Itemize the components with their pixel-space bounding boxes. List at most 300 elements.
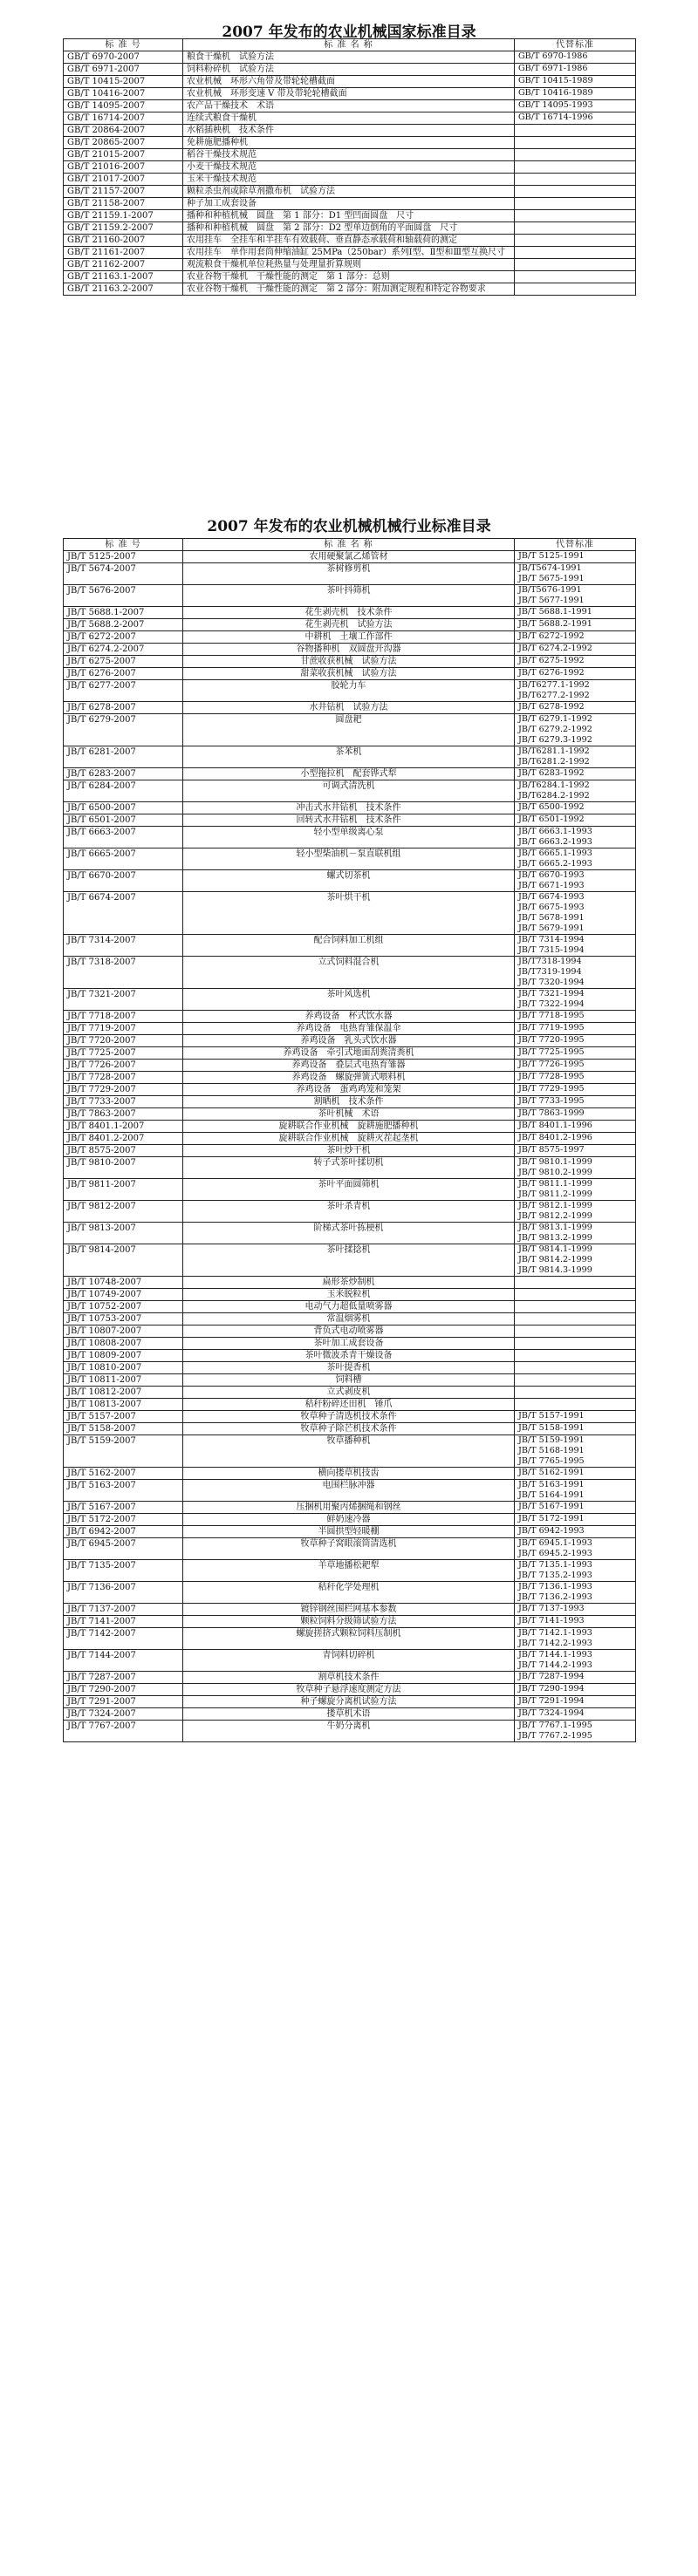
standard-name-cell: 螺旋搓挤式颗粒饲料压制机 — [183, 1628, 515, 1650]
standard-number-cell: JB/T 7318-2007 — [64, 957, 183, 989]
table-row — [64, 1084, 636, 1096]
table-row — [64, 585, 636, 607]
table-row — [64, 827, 636, 848]
standard-name-cell: 养鸡设备 牵引式地面刮粪清粪机 — [183, 1047, 515, 1060]
replaced-standard-entry: JB/T 5159-1991 — [518, 1435, 585, 1445]
replaced-standard-cell — [515, 76, 636, 88]
standard-name-cell: 水稻插秧机 技术条件 — [183, 125, 515, 137]
standard-name-cell: 螺式切茶机 — [183, 870, 515, 892]
standard-number-cell: JB/T 9814-2007 — [64, 1244, 183, 1277]
standard-number-cell: JB/T 5674-2007 — [64, 563, 183, 585]
header-replaced-standard: 代替标准 — [515, 539, 636, 551]
standard-number-cell: GB/T 6970-2007 — [64, 51, 183, 64]
header-standard-number: 标 准 号 — [64, 539, 183, 551]
replaced-standard-entry: JB/T 6272-1992 — [518, 631, 585, 641]
gb-standards-table — [63, 38, 636, 296]
standard-number-cell: JB/T 5172-2007 — [64, 1514, 183, 1526]
standard-name-cell: 轻小型单级离心泵 — [183, 827, 515, 848]
standard-number-cell: JB/T 6942-2007 — [64, 1526, 183, 1538]
standard-number-cell: JB/T 10749-2007 — [64, 1289, 183, 1301]
standard-name-cell: 水井钻机 试验方法 — [183, 702, 515, 714]
standard-number-cell: JB/T 9811-2007 — [64, 1179, 183, 1201]
replaced-standard-entry: JB/T 7321-1994 — [518, 989, 585, 998]
standard-number-cell: JB/T 6277-2007 — [64, 680, 183, 702]
replaced-standard-cell — [515, 198, 636, 210]
standard-number-cell: GB/T 20865-2007 — [64, 137, 183, 149]
table-row — [64, 656, 636, 668]
standard-number-cell: JB/T 7291-2007 — [64, 1696, 183, 1708]
table-row — [64, 1468, 636, 1480]
standard-name-cell: 茶叶风选机 — [183, 989, 515, 1011]
replaced-standard-entry: JB/T 7135.2-1993 — [518, 1571, 592, 1580]
replaced-standard-entry: GB/T 16714-1996 — [518, 112, 593, 122]
table-row — [64, 186, 636, 198]
replaced-standard-entry: JB/T 7142.1-1993 — [518, 1628, 592, 1638]
replaced-standard-cell — [515, 1096, 636, 1108]
replaced-standard-entry: JB/T 7144.1-1993 — [518, 1650, 592, 1659]
standard-number-cell: JB/T 5167-2007 — [64, 1502, 183, 1514]
replaced-standard-entry: JB/T 6945.1-1993 — [518, 1538, 592, 1548]
standard-name-cell: 玉米脱粒机 — [183, 1289, 515, 1301]
replaced-standard-entry: JB/T 6275-1992 — [518, 656, 585, 665]
table-row — [64, 1023, 636, 1035]
table-row — [64, 1096, 636, 1108]
standard-number-cell: JB/T 5688.2-2007 — [64, 619, 183, 631]
replaced-standard-entry: JB/T 7324-1994 — [518, 1708, 585, 1718]
table-row — [64, 1350, 636, 1362]
replaced-standard-entry: JB/T 9814.2-1999 — [518, 1255, 592, 1264]
replaced-standard-cell — [515, 1514, 636, 1526]
standard-name-cell: 茶叶烘干机 — [183, 892, 515, 935]
standard-name-cell: 羊草地播松耙犁 — [183, 1560, 515, 1582]
replaced-standard-entry: GB/T 10416-1989 — [518, 88, 593, 98]
table-row — [64, 1121, 636, 1133]
table-row — [64, 1514, 636, 1526]
standard-number-cell: JB/T 6665-2007 — [64, 848, 183, 870]
table-row — [64, 149, 636, 161]
replaced-standard-entry: JB/T 7718-1995 — [518, 1011, 585, 1020]
standard-name-cell: 立式饲料混合机 — [183, 957, 515, 989]
replaced-standard-entry: JB/T 7141-1993 — [518, 1616, 585, 1625]
replaced-standard-cell — [515, 235, 636, 247]
replaced-standard-cell — [515, 1179, 636, 1201]
replaced-standard-entry: GB/T 6970-1986 — [518, 51, 588, 61]
replaced-standard-cell — [515, 656, 636, 668]
header-standard-name: 标 准 名 称 — [183, 539, 515, 551]
replaced-standard-entry: JB/T 8401.1-1996 — [518, 1121, 592, 1130]
table-row — [64, 1223, 636, 1244]
table-row — [64, 702, 636, 714]
replaced-standard-entry: JB/T 7136.2-1993 — [518, 1592, 592, 1602]
table-row — [64, 1374, 636, 1387]
table-row — [64, 100, 636, 112]
table-row — [64, 1538, 636, 1560]
replaced-standard-cell — [515, 1538, 636, 1560]
replaced-standard-cell — [515, 1616, 636, 1628]
standard-number-cell: JB/T 9810-2007 — [64, 1157, 183, 1179]
standard-number-cell: JB/T 7728-2007 — [64, 1072, 183, 1084]
table-row — [64, 1582, 636, 1604]
standard-name-cell: 秸秆化学处理机 — [183, 1582, 515, 1604]
standard-number-cell: JB/T 6275-2007 — [64, 656, 183, 668]
replaced-standard-cell — [515, 1157, 636, 1179]
replaced-standard-cell — [515, 814, 636, 827]
standard-name-cell: 冲击式水井钻机 技术条件 — [183, 802, 515, 814]
standard-number-cell: JB/T 10807-2007 — [64, 1325, 183, 1338]
replaced-standard-entry: JB/T 5158-1991 — [518, 1423, 585, 1433]
replaced-standard-cell — [515, 1301, 636, 1313]
standard-name-cell: 稻谷干燥技术规范 — [183, 149, 515, 161]
standard-number-cell: GB/T 21017-2007 — [64, 174, 183, 186]
table-row — [64, 1387, 636, 1399]
table-row — [64, 76, 636, 88]
table-row — [64, 668, 636, 680]
replaced-standard-cell — [515, 1244, 636, 1277]
table-row — [64, 1526, 636, 1538]
replaced-standard-entry: JB/T6284.2-1992 — [518, 791, 590, 801]
table-row — [64, 1411, 636, 1423]
standard-name-cell: 胶轮力车 — [183, 680, 515, 702]
replaced-standard-entry: JB/T 7322-1994 — [518, 999, 585, 1009]
standard-name-cell: 圆盘耙 — [183, 714, 515, 746]
table-row — [64, 51, 636, 64]
standard-name-cell: 横向搂草机技齿 — [183, 1468, 515, 1480]
replaced-standard-cell — [515, 780, 636, 802]
replaced-standard-entry: JB/T6277.1-1992 — [518, 680, 590, 690]
standard-name-cell: 牧草种子除芒机技术条件 — [183, 1423, 515, 1435]
standard-number-cell: GB/T 10415-2007 — [64, 76, 183, 88]
table-row — [64, 1399, 636, 1411]
standard-number-cell: JB/T 7863-2007 — [64, 1108, 183, 1121]
standard-number-cell: JB/T 7314-2007 — [64, 935, 183, 957]
table-row — [64, 222, 636, 235]
table-row — [64, 1108, 636, 1121]
table-row — [64, 802, 636, 814]
standard-name-cell: 谷物播种机 双圆盘开沟器 — [183, 644, 515, 656]
standard-name-cell: 种子螺旋分离机试验方法 — [183, 1696, 515, 1708]
replaced-standard-entry: JB/T 7728-1995 — [518, 1072, 585, 1081]
table-header-row — [64, 39, 636, 51]
standard-number-cell: JB/T 7290-2007 — [64, 1684, 183, 1696]
table-row — [64, 607, 636, 619]
standard-number-cell: JB/T 7142-2007 — [64, 1628, 183, 1650]
standard-name-cell: 农业谷物干燥机 干燥性能的测定 第 1 部分：总则 — [183, 271, 515, 283]
replaced-standard-cell — [515, 1145, 636, 1157]
standard-number-cell: JB/T 7719-2007 — [64, 1023, 183, 1035]
replaced-standard-cell — [515, 1313, 636, 1325]
standard-name-cell: 青饲料切碎机 — [183, 1650, 515, 1672]
table-row — [64, 1244, 636, 1277]
replaced-standard-cell — [515, 210, 636, 222]
replaced-standard-entry: JB/T 5688.1-1991 — [518, 607, 592, 617]
table-row — [64, 1060, 636, 1072]
replaced-standard-entry: JB/T 6670-1993 — [518, 870, 585, 880]
replaced-standard-entry: JB/T 5675-1991 — [518, 574, 585, 583]
replaced-standard-entry: JB/T 9813.2-1999 — [518, 1233, 592, 1243]
standard-number-cell: GB/T 21158-2007 — [64, 198, 183, 210]
standard-number-cell: JB/T 6670-2007 — [64, 870, 183, 892]
replaced-standard-cell — [515, 870, 636, 892]
replaced-standard-entry: JB/T 7863-1999 — [518, 1108, 585, 1118]
standard-number-cell: JB/T 7725-2007 — [64, 1047, 183, 1060]
table-row — [64, 112, 636, 125]
replaced-standard-cell — [515, 551, 636, 563]
standard-number-cell: JB/T 6674-2007 — [64, 892, 183, 935]
replaced-standard-cell — [515, 1480, 636, 1502]
standard-name-cell: 种子加工成套设备 — [183, 198, 515, 210]
standard-number-cell: JB/T 10808-2007 — [64, 1338, 183, 1350]
replaced-standard-cell — [515, 714, 636, 746]
standard-name-cell: 割晒机 技术条件 — [183, 1096, 515, 1108]
table-row — [64, 780, 636, 802]
standard-name-cell: 连续式粮食干燥机 — [183, 112, 515, 125]
replaced-standard-entry: JB/T 6501-1992 — [518, 814, 585, 824]
standard-number-cell: JB/T 7135-2007 — [64, 1560, 183, 1582]
standard-number-cell: JB/T 6281-2007 — [64, 746, 183, 768]
standard-name-cell: 阶梯式茶叶拣梗机 — [183, 1223, 515, 1244]
replaced-standard-entry: JB/T 6671-1993 — [518, 881, 585, 890]
table-row — [64, 1201, 636, 1223]
standard-name-cell: 农用硬聚氯乙烯管材 — [183, 551, 515, 563]
standard-name-cell: 割草机技术条件 — [183, 1672, 515, 1684]
replaced-standard-entry: GB/T 10415-1989 — [518, 76, 593, 85]
standard-number-cell: JB/T 5688.1-2007 — [64, 607, 183, 619]
replaced-standard-entry: JB/T 6279.2-1992 — [518, 725, 592, 734]
table-row — [64, 137, 636, 149]
replaced-standard-entry: JB/T 6279.3-1992 — [518, 735, 592, 745]
replaced-standard-entry: JB/T 5125-1991 — [518, 551, 585, 561]
replaced-standard-entry: JB/T 9811.2-1999 — [518, 1189, 592, 1199]
standard-number-cell: JB/T 6663-2007 — [64, 827, 183, 848]
table-row — [64, 161, 636, 174]
table-row — [64, 259, 636, 271]
standard-name-cell: 甘蔗收获机械 试验方法 — [183, 656, 515, 668]
replaced-standard-cell — [515, 989, 636, 1011]
replaced-standard-cell — [515, 1721, 636, 1742]
standard-name-cell: 茶叶加工成套设备 — [183, 1338, 515, 1350]
replaced-standard-cell — [515, 88, 636, 100]
standard-name-cell: 农用挂车 全挂车和半挂车有效载荷、垂直静态承载荷和轴载荷的测定 — [183, 235, 515, 247]
standard-name-cell: 电围栏脉冲器 — [183, 1480, 515, 1502]
standard-name-cell: 配合饲料加工机组 — [183, 935, 515, 957]
table-row — [64, 1604, 636, 1616]
standard-number-cell: JB/T 7141-2007 — [64, 1616, 183, 1628]
replaced-standard-cell — [515, 186, 636, 198]
table-row — [64, 1708, 636, 1721]
replaced-standard-cell — [515, 1696, 636, 1708]
standard-number-cell: GB/T 21159.1-2007 — [64, 210, 183, 222]
standard-name-cell: 常温烟雾机 — [183, 1313, 515, 1325]
standard-number-cell: JB/T 8575-2007 — [64, 1145, 183, 1157]
standard-name-cell: 旋耕联合作业机械 旋耕施肥播种机 — [183, 1121, 515, 1133]
standard-number-cell: JB/T 5159-2007 — [64, 1435, 183, 1468]
standard-name-cell: 镀锌钢丝围栏网基本参数 — [183, 1604, 515, 1616]
replaced-standard-cell — [515, 222, 636, 235]
standard-number-cell: JB/T 7720-2007 — [64, 1035, 183, 1047]
replaced-standard-entry: JB/T 9812.1-1999 — [518, 1201, 592, 1210]
replaced-standard-cell — [515, 1423, 636, 1435]
replaced-standard-cell — [515, 827, 636, 848]
replaced-standard-cell — [515, 1468, 636, 1480]
standard-number-cell: JB/T 6276-2007 — [64, 668, 183, 680]
replaced-standard-entry: JB/T 6274.2-1992 — [518, 644, 592, 653]
replaced-standard-entry: JB/T7319-1994 — [518, 967, 582, 977]
table-row — [64, 680, 636, 702]
header-standard-name: 标 准 名 称 — [183, 39, 515, 51]
standard-name-cell: 茶叶抖筛机 — [183, 585, 515, 607]
replaced-standard-entry: JB/T 5157-1991 — [518, 1411, 585, 1421]
replaced-standard-entry: JB/T6284.1-1992 — [518, 780, 590, 790]
standard-name-cell: 养鸡设备 蛋鸡鸡笼和笼架 — [183, 1084, 515, 1096]
standard-name-cell: 甜菜收获机械 试验方法 — [183, 668, 515, 680]
table-row — [64, 1560, 636, 1582]
replaced-standard-cell — [515, 1387, 636, 1399]
replaced-standard-entry: JB/T 6674-1993 — [518, 892, 585, 902]
standard-number-cell: JB/T 6279-2007 — [64, 714, 183, 746]
replaced-standard-entry: JB/T 6945.2-1993 — [518, 1549, 592, 1558]
standard-name-cell: 鲜奶速冷器 — [183, 1514, 515, 1526]
standard-name-cell: 压捆机用聚丙烯捆绳和钢丝 — [183, 1502, 515, 1514]
table-row — [64, 892, 636, 935]
table-row — [64, 1011, 636, 1023]
replaced-standard-entry: JB/T 9810.1-1999 — [518, 1157, 592, 1167]
standard-name-cell: 养鸡设备 杯式饮水器 — [183, 1011, 515, 1023]
standard-name-cell: 颗粒饲料分级筛试验方法 — [183, 1616, 515, 1628]
standard-number-cell: GB/T 21157-2007 — [64, 186, 183, 198]
replaced-standard-entry: JB/T 6283-1992 — [518, 768, 585, 778]
replaced-standard-cell — [515, 1604, 636, 1616]
replaced-standard-entry: JB/T 7729-1995 — [518, 1084, 585, 1094]
table-row — [64, 935, 636, 957]
table-row — [64, 1289, 636, 1301]
standard-number-cell: JB/T 7136-2007 — [64, 1582, 183, 1604]
standard-number-cell: JB/T 10812-2007 — [64, 1387, 183, 1399]
table-row — [64, 174, 636, 186]
replaced-standard-entry: JB/T 7136.1-1993 — [518, 1582, 592, 1591]
replaced-standard-entry: JB/T 7720-1995 — [518, 1035, 585, 1045]
replaced-standard-cell — [515, 1277, 636, 1289]
replaced-standard-cell — [515, 1084, 636, 1096]
standard-name-cell: 半圆拱型轻暖棚 — [183, 1526, 515, 1538]
standard-number-cell: JB/T 10810-2007 — [64, 1362, 183, 1374]
replaced-standard-entry: JB/T 9813.1-1999 — [518, 1223, 592, 1232]
replaced-standard-cell — [515, 631, 636, 644]
standard-number-cell: GB/T 21015-2007 — [64, 149, 183, 161]
replaced-standard-entry: JB/T 7725-1995 — [518, 1047, 585, 1057]
replaced-standard-cell — [515, 607, 636, 619]
table-row — [64, 1179, 636, 1201]
table1-title: 2007 年发布的农业机械国家标准目录 — [222, 24, 476, 41]
replaced-standard-cell — [515, 768, 636, 780]
replaced-standard-entry: JB/T 5678-1991 — [518, 913, 585, 923]
standard-number-cell: GB/T 21159.2-2007 — [64, 222, 183, 235]
replaced-standard-cell — [515, 64, 636, 76]
table-row — [64, 1072, 636, 1084]
table-row — [64, 1423, 636, 1435]
replaced-standard-entry: JB/T 7137-1993 — [518, 1604, 585, 1613]
table-row — [64, 1277, 636, 1289]
replaced-standard-cell — [515, 112, 636, 125]
standard-number-cell: JB/T 6278-2007 — [64, 702, 183, 714]
standard-number-cell: JB/T 9812-2007 — [64, 1201, 183, 1223]
standard-number-cell: JB/T 9813-2007 — [64, 1223, 183, 1244]
replaced-standard-cell — [515, 1628, 636, 1650]
table-row — [64, 1362, 636, 1374]
replaced-standard-entry: JB/T 5164-1991 — [518, 1490, 585, 1500]
standard-number-cell: GB/T 21162-2007 — [64, 259, 183, 271]
replaced-standard-entry: JB/T 7765-1995 — [518, 1456, 585, 1466]
replaced-standard-cell — [515, 1411, 636, 1423]
replaced-standard-cell — [515, 283, 636, 296]
replaced-standard-entry: GB/T 14095-1993 — [518, 100, 593, 110]
replaced-standard-entry: JB/T5676-1991 — [518, 585, 582, 595]
replaced-standard-cell — [515, 1023, 636, 1035]
standard-name-cell: 免耕施肥播种机 — [183, 137, 515, 149]
replaced-standard-entry: JB/T 8575-1997 — [518, 1145, 585, 1155]
table-row — [64, 1435, 636, 1468]
standard-number-cell: JB/T 7729-2007 — [64, 1084, 183, 1096]
table-row — [64, 1672, 636, 1684]
table-row — [64, 1338, 636, 1350]
replaced-standard-cell — [515, 1072, 636, 1084]
replaced-standard-entry: JB/T 9814.1-1999 — [518, 1244, 592, 1254]
replaced-standard-entry: JB/T 5172-1991 — [518, 1514, 585, 1523]
standard-name-cell: 牧草种子悬浮速度测定方法 — [183, 1684, 515, 1696]
standard-number-cell: JB/T 7144-2007 — [64, 1650, 183, 1672]
standard-name-cell: 花生剥壳机 试验方法 — [183, 619, 515, 631]
standard-name-cell: 中耕机 土壤工作部件 — [183, 631, 515, 644]
replaced-standard-cell — [515, 1011, 636, 1023]
standard-number-cell: JB/T 5158-2007 — [64, 1423, 183, 1435]
standard-name-cell: 立式剥皮机 — [183, 1387, 515, 1399]
table-row — [64, 247, 636, 259]
standard-number-cell: JB/T 8401.2-2007 — [64, 1133, 183, 1145]
replaced-standard-cell — [515, 892, 636, 935]
standard-number-cell: JB/T 6284-2007 — [64, 780, 183, 802]
replaced-standard-cell — [515, 1526, 636, 1538]
standard-number-cell: GB/T 21160-2007 — [64, 235, 183, 247]
replaced-standard-entry: JB/T 5679-1991 — [518, 923, 585, 933]
standard-name-cell: 旋耕联合作业机械 旋耕灭茬起垄机 — [183, 1133, 515, 1145]
replaced-standard-cell — [515, 1684, 636, 1696]
standard-name-cell: 播种和种植机械 圆盘 第 1 部分：D1 型凹面圆盘 尺寸 — [183, 210, 515, 222]
replaced-standard-cell — [515, 174, 636, 186]
replaced-standard-cell — [515, 1201, 636, 1223]
table-row — [64, 198, 636, 210]
table-header-row — [64, 539, 636, 551]
standard-number-cell: JB/T 8401.1-2007 — [64, 1121, 183, 1133]
replaced-standard-cell — [515, 1435, 636, 1468]
standard-name-cell: 养鸡设备 螺旋弹簧式喂料机 — [183, 1072, 515, 1084]
replaced-standard-cell — [515, 1060, 636, 1072]
replaced-standard-entry: JB/T 9812.2-1999 — [518, 1211, 592, 1221]
standard-name-cell: 玉米干燥技术规范 — [183, 174, 515, 186]
table-row — [64, 957, 636, 989]
replaced-standard-cell — [515, 1708, 636, 1721]
replaced-standard-cell — [515, 644, 636, 656]
standard-number-cell: JB/T 7324-2007 — [64, 1708, 183, 1721]
replaced-standard-cell — [515, 619, 636, 631]
standard-number-cell: JB/T 7287-2007 — [64, 1672, 183, 1684]
replaced-standard-cell — [515, 1374, 636, 1387]
table-row — [64, 870, 636, 892]
standard-number-cell: JB/T 10809-2007 — [64, 1350, 183, 1362]
replaced-standard-cell — [515, 1035, 636, 1047]
table-row — [64, 1480, 636, 1502]
table-row — [64, 1145, 636, 1157]
standard-name-cell: 茶苯机 — [183, 746, 515, 768]
replaced-standard-cell — [515, 668, 636, 680]
